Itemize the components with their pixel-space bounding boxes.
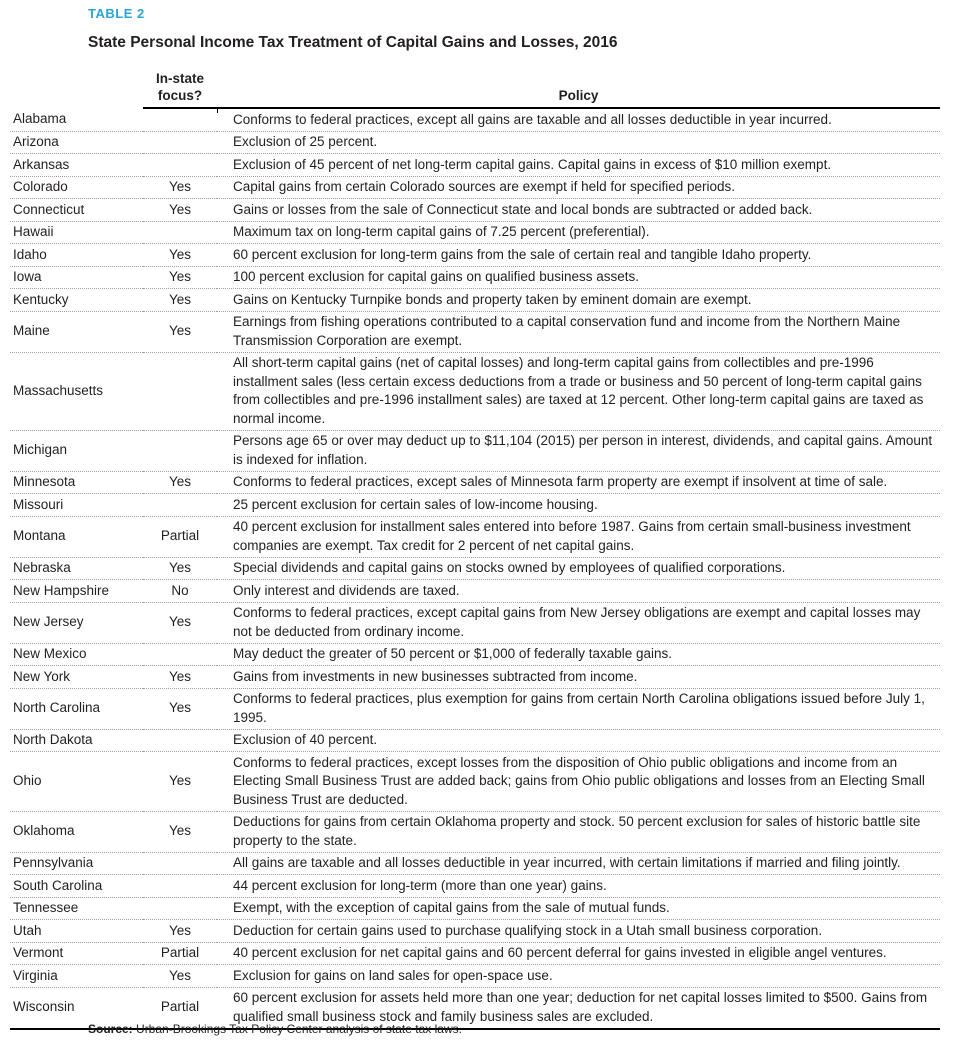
table-row <box>10 752 940 812</box>
focus-cell: Yes <box>143 666 217 689</box>
source-text: Urban-Brookings Tax Policy Center analysis of state tax laws. <box>132 1022 462 1036</box>
focus-cell: Yes <box>143 199 217 222</box>
table-row <box>10 557 940 580</box>
focus-cell: Yes <box>143 557 217 580</box>
policy-cell: Exclusion of 40 percent. <box>217 729 940 752</box>
state-cell: North Dakota <box>10 729 143 752</box>
state-cell: Nebraska <box>10 557 143 580</box>
policy-cell: Special dividends and capital gains on stocks owned by employees of qualified corporations. <box>217 557 940 580</box>
policy-cell: Conforms to federal practices, plus exemption for gains from certain North Carolina obligations issued before July 1, 1995. <box>217 688 940 729</box>
policy-cell: 60 percent exclusion for long-term gains from the sale of certain real and tangible Idaho property. <box>217 244 940 267</box>
table-row <box>10 430 940 471</box>
state-cell: New York <box>10 666 143 689</box>
policy-cell: Only interest and dividends are taxed. <box>217 580 940 603</box>
policy-cell: 44 percent exclusion for long-term (more than one year) gains. <box>217 875 940 898</box>
focus-cell <box>143 430 217 471</box>
policy-cell: Conforms to federal practices, except all gains are taxable and all losses deductible in year incurred. <box>217 108 940 131</box>
state-cell: Colorado <box>10 176 143 199</box>
table-row <box>10 852 940 875</box>
policy-cell: All gains are taxable and all losses deductible in year incurred, with certain limitations if married and filing jointly. <box>217 852 940 875</box>
focus-cell: Partial <box>143 987 217 1029</box>
focus-cell: Partial <box>143 516 217 557</box>
table-row <box>10 688 940 729</box>
page-title: State Personal Income Tax Treatment of Capital Gains and Losses, 2016 <box>88 34 618 51</box>
focus-cell: Partial <box>143 942 217 965</box>
table-row <box>10 154 940 177</box>
tax-policy-table <box>10 70 940 1030</box>
policy-cell: All short-term capital gains (net of capital losses) and long-term capital gains from collectibles and pre-1996 installment sales (less certain excess deductions from a trade or business and 50 percent of long-term capital gains from collectibles and pre-1996 installment sales) are taxed at 12 percent. Other long-term capital gains are taxed as normal income. <box>217 352 940 430</box>
table-number-label: TABLE 2 <box>88 6 145 21</box>
focus-cell <box>143 108 217 131</box>
table-row <box>10 942 940 965</box>
focus-cell: No <box>143 580 217 603</box>
focus-column-header: In-state focus? <box>143 70 217 108</box>
focus-cell <box>143 494 217 517</box>
policy-cell: Exempt, with the exception of capital gains from the sale of mutual funds. <box>217 897 940 920</box>
focus-cell: Yes <box>143 920 217 943</box>
policy-cell: Gains from investments in new businesses subtracted from income. <box>217 666 940 689</box>
state-cell: Hawaii <box>10 221 143 244</box>
focus-cell: Yes <box>143 244 217 267</box>
state-cell: Vermont <box>10 942 143 965</box>
focus-cell: Yes <box>143 266 217 289</box>
state-cell: Montana <box>10 516 143 557</box>
policy-cell: 60 percent exclusion for assets held more than one year; deduction for net capital losses limited to $500. Gains from qualified small business stock and family business sales are excluded. <box>217 987 940 1029</box>
focus-cell <box>143 352 217 430</box>
focus-cell: Yes <box>143 752 217 812</box>
state-cell: Tennessee <box>10 897 143 920</box>
focus-cell <box>143 643 217 666</box>
policy-cell: May deduct the greater of 50 percent or $1,000 of federally taxable gains. <box>217 643 940 666</box>
policy-cell: Deduction for certain gains used to purchase qualifying stock in a Utah small business corporation. <box>217 920 940 943</box>
state-cell: Missouri <box>10 494 143 517</box>
table-row <box>10 131 940 154</box>
policy-cell: 100 percent exclusion for capital gains on qualified business assets. <box>217 266 940 289</box>
table-row <box>10 643 940 666</box>
policy-cell: 40 percent exclusion for net capital gains and 60 percent deferral for gains invested in eligible angel ventures. <box>217 942 940 965</box>
state-cell: Utah <box>10 920 143 943</box>
source-note <box>88 1022 462 1036</box>
table-row <box>10 289 940 312</box>
state-cell: Oklahoma <box>10 811 143 852</box>
table-row <box>10 244 940 267</box>
focus-cell: Yes <box>143 176 217 199</box>
state-cell: Arkansas <box>10 154 143 177</box>
table-row <box>10 811 940 852</box>
state-cell: Michigan <box>10 430 143 471</box>
table-row <box>10 311 940 352</box>
state-cell: New Mexico <box>10 643 143 666</box>
focus-cell <box>143 875 217 898</box>
source-label: Source: <box>88 1022 133 1036</box>
policy-cell: Conforms to federal practices, except sales of Minnesota farm property are exempt if insolvent at time of sale. <box>217 471 940 494</box>
state-cell: South Carolina <box>10 875 143 898</box>
state-cell: Pennsylvania <box>10 852 143 875</box>
state-cell: Wisconsin <box>10 987 143 1029</box>
state-column-header <box>10 70 143 108</box>
focus-cell: Yes <box>143 965 217 988</box>
state-cell: North Carolina <box>10 688 143 729</box>
table-row <box>10 965 940 988</box>
state-cell: Minnesota <box>10 471 143 494</box>
state-cell: Connecticut <box>10 199 143 222</box>
focus-cell: Yes <box>143 602 217 643</box>
state-cell: New Jersey <box>10 602 143 643</box>
policy-cell: Deductions for gains from certain Oklahoma property and stock. 50 percent exclusion for sales of historic battle site property to the state. <box>217 811 940 852</box>
table-row <box>10 221 940 244</box>
table-header <box>10 70 940 108</box>
table-row <box>10 108 940 131</box>
state-cell: New Hampshire <box>10 580 143 603</box>
state-cell: Alabama <box>10 108 143 131</box>
focus-cell: Yes <box>143 811 217 852</box>
policy-column-header: Policy <box>217 70 940 108</box>
table-row <box>10 920 940 943</box>
header-row <box>10 70 940 108</box>
table-row <box>10 176 940 199</box>
policy-cell: Conforms to federal practices, except capital gains from New Jersey obligations are exempt and capital losses may not be deducted from ordinary income. <box>217 602 940 643</box>
state-cell: Iowa <box>10 266 143 289</box>
table-row <box>10 729 940 752</box>
policy-cell: Capital gains from certain Colorado sources are exempt if held for specified periods. <box>217 176 940 199</box>
table-row <box>10 666 940 689</box>
policy-cell: Exclusion of 25 percent. <box>217 131 940 154</box>
table-row <box>10 352 940 430</box>
state-cell: Idaho <box>10 244 143 267</box>
focus-cell <box>143 897 217 920</box>
focus-cell <box>143 729 217 752</box>
table-row <box>10 199 940 222</box>
table-row <box>10 580 940 603</box>
policy-cell: Exclusion for gains on land sales for open-space use. <box>217 965 940 988</box>
table-row <box>10 494 940 517</box>
state-cell: Kentucky <box>10 289 143 312</box>
focus-cell <box>143 221 217 244</box>
policy-cell: Gains or losses from the sale of Connecticut state and local bonds are subtracted or added back. <box>217 199 940 222</box>
table-row <box>10 875 940 898</box>
policy-cell: Earnings from fishing operations contributed to a capital conservation fund and income from the Northern Maine Transmission Corporation are exempt. <box>217 311 940 352</box>
focus-cell <box>143 131 217 154</box>
policy-cell: Conforms to federal practices, except losses from the disposition of Ohio public obligations and income from an Electing Small Business Trust are added back; gains from Ohio public obligations and losses from an Electing Small Business Trust are deducted. <box>217 752 940 812</box>
state-cell: Arizona <box>10 131 143 154</box>
policy-cell: Gains on Kentucky Turnpike bonds and property taken by eminent domain are exempt. <box>217 289 940 312</box>
table-body <box>10 108 940 1029</box>
focus-cell <box>143 852 217 875</box>
table-row <box>10 266 940 289</box>
policy-cell: Persons age 65 or over may deduct up to $11,104 (2015) per person in interest, dividends, and capital gains. Amount is indexed for inflation. <box>217 430 940 471</box>
policy-cell: 25 percent exclusion for certain sales of low-income housing. <box>217 494 940 517</box>
policy-cell: 40 percent exclusion for installment sales entered into before 1987. Gains from certain small-business investment companies are exempt. Tax credit for 2 percent of net capital gains. <box>217 516 940 557</box>
policy-cell: Maximum tax on long-term capital gains of 7.25 percent (preferential). <box>217 221 940 244</box>
table-row <box>10 471 940 494</box>
table-row <box>10 516 940 557</box>
state-cell: Ohio <box>10 752 143 812</box>
state-cell: Massachusetts <box>10 352 143 430</box>
state-cell: Virginia <box>10 965 143 988</box>
focus-cell: Yes <box>143 311 217 352</box>
focus-cell: Yes <box>143 471 217 494</box>
focus-cell: Yes <box>143 688 217 729</box>
policy-cell: Exclusion of 45 percent of net long-term capital gains. Capital gains in excess of $10 million exempt. <box>217 154 940 177</box>
table-row <box>10 602 940 643</box>
focus-cell <box>143 154 217 177</box>
table-row <box>10 897 940 920</box>
focus-cell: Yes <box>143 289 217 312</box>
state-cell: Maine <box>10 311 143 352</box>
